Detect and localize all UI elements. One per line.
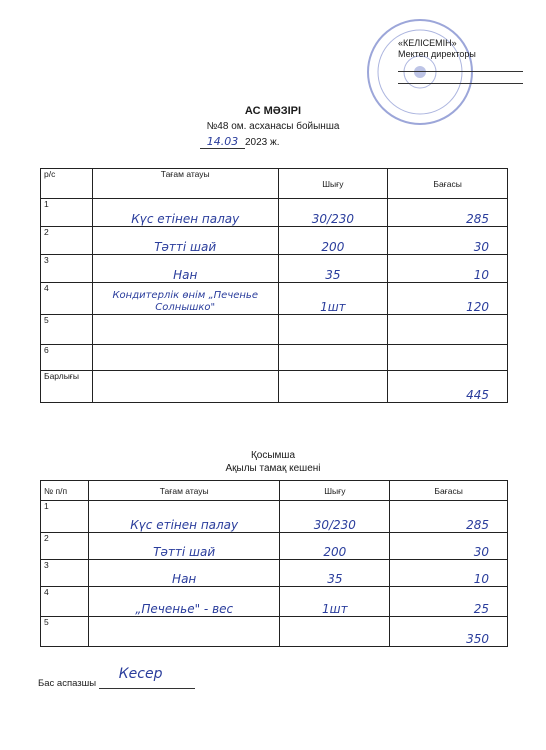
menu-subtitle: №48 ом. асханасы бойынша	[206, 121, 340, 132]
table-row	[41, 587, 508, 617]
row-number: 3	[41, 560, 89, 587]
date-suffix: 2023 ж.	[245, 137, 280, 148]
table-row	[41, 227, 508, 255]
approval-role: Мектеп директоры	[398, 49, 476, 59]
col-header: Бағасы	[388, 169, 508, 199]
menu-date	[200, 135, 280, 149]
dish-yield: 1шт	[278, 283, 388, 315]
row-number: 1	[41, 501, 89, 533]
row-number: 4	[41, 283, 93, 315]
dish-name	[88, 617, 280, 647]
total-value: 445	[388, 371, 508, 403]
dish-price: 10	[388, 255, 508, 283]
row-number: 2	[41, 227, 93, 255]
approval-signature-line	[398, 62, 523, 72]
chef-label: Бас аспазшы	[38, 678, 97, 689]
approval-agreed: «КЕЛІСЕМІН»	[398, 38, 457, 48]
paid-table	[40, 480, 508, 647]
dish-price: 120	[388, 283, 508, 315]
row-number: 6	[41, 345, 93, 371]
col-header: Тағам атауы	[88, 481, 280, 501]
dish-yield: 35	[280, 560, 390, 587]
row-number: 5	[41, 617, 89, 647]
dish-price	[388, 315, 508, 345]
total-row	[41, 371, 508, 403]
dish-yield	[280, 617, 390, 647]
total-label: Барлығы	[41, 371, 93, 403]
table-row	[41, 255, 508, 283]
table-row	[41, 533, 508, 560]
dish-name: Нан	[92, 255, 278, 283]
dish-price: 10	[390, 560, 508, 587]
total-empty	[278, 371, 388, 403]
col-header: Бағасы	[390, 481, 508, 501]
dish-price: 350	[390, 617, 508, 647]
approval-name-line	[398, 74, 523, 84]
table-row	[41, 315, 508, 345]
dish-name	[92, 315, 278, 345]
chef-signature-line	[99, 666, 195, 689]
table-row	[41, 501, 508, 533]
dish-name: Тәтті шай	[88, 533, 280, 560]
dish-price: 25	[390, 587, 508, 617]
dish-yield: 30/230	[280, 501, 390, 533]
dish-price: 285	[390, 501, 508, 533]
total-empty	[92, 371, 278, 403]
dish-yield: 200	[278, 227, 388, 255]
row-number: 5	[41, 315, 93, 345]
dish-yield: 1шт	[280, 587, 390, 617]
chef-signature-block	[38, 666, 195, 689]
table-row	[41, 199, 508, 227]
table-row	[41, 345, 508, 371]
dish-yield: 35	[278, 255, 388, 283]
date-handwritten: 14.03	[200, 135, 245, 149]
table-row	[41, 283, 508, 315]
dish-yield: 200	[280, 533, 390, 560]
col-header: № п/п	[41, 481, 89, 501]
dish-price	[388, 345, 508, 371]
appendix-subtitle: Ақылы тамақ кешені	[225, 463, 321, 474]
dish-price: 30	[390, 533, 508, 560]
row-number: 4	[41, 587, 89, 617]
row-number: 3	[41, 255, 93, 283]
col-header: Шығу	[280, 481, 390, 501]
dish-name: „Печенье" - вес	[88, 587, 280, 617]
menu-title: АС МӘЗІРІ	[244, 105, 302, 117]
dish-name	[92, 345, 278, 371]
col-header: Тағам атауы	[92, 169, 278, 199]
col-header: Шығу	[278, 169, 388, 199]
dish-yield	[278, 345, 388, 371]
dish-yield: 30/230	[278, 199, 388, 227]
dish-price: 30	[388, 227, 508, 255]
appendix-title: Қосымша	[250, 450, 296, 461]
table-row	[41, 617, 508, 647]
col-header: р/с	[41, 169, 93, 199]
dish-name: Күс етінен палау	[92, 199, 278, 227]
row-number: 1	[41, 199, 93, 227]
table-header-row	[41, 169, 508, 199]
dish-name: Нан	[88, 560, 280, 587]
chef-signature: Кесер	[118, 666, 163, 682]
table-row	[41, 560, 508, 587]
menu-table	[40, 168, 508, 403]
dish-name: Тәтті шай	[92, 227, 278, 255]
dish-price: 285	[388, 199, 508, 227]
table-header-row	[41, 481, 508, 501]
dish-name: Кондитерлік өнім „Печенье Солнышко"	[92, 283, 278, 315]
approval-block	[398, 38, 523, 84]
dish-yield	[278, 315, 388, 345]
dish-name: Күс етінен палау	[88, 501, 280, 533]
row-number: 2	[41, 533, 89, 560]
